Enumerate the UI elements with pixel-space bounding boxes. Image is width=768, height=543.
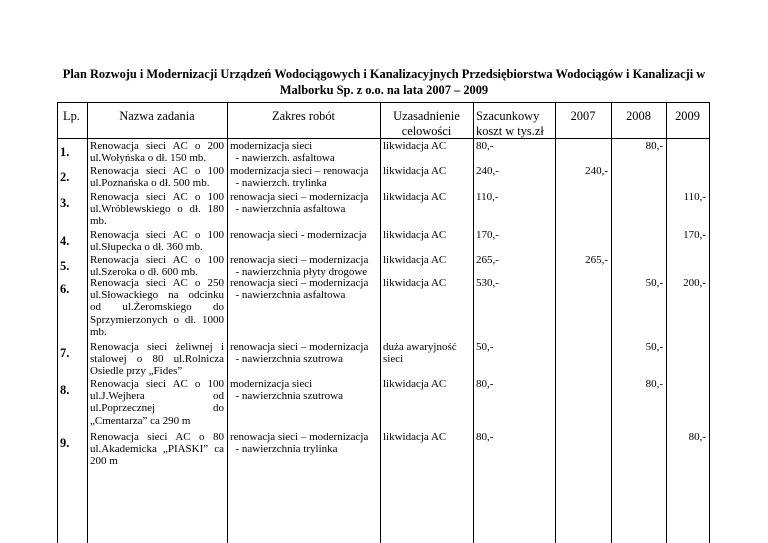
cost-value: 110,- (476, 191, 499, 203)
task-name-line: ul.Poprzecznej do (90, 402, 224, 415)
column-border (227, 102, 228, 543)
task-name-line: Renowacja sieci AC o 100 (90, 165, 224, 177)
justification-line: likwidacja AC (383, 165, 447, 177)
task-name-line: ul.Wróblewskiego o dł. 180 (90, 203, 224, 216)
scope-line: renowacja sieci – modernizacja (230, 431, 369, 443)
scope-line: modernizacja sieci (230, 140, 313, 152)
scope-line: - nawierzchnia płyty drogowe (230, 266, 368, 279)
task-name-line: Renowacja sieci AC o 100 (90, 254, 224, 266)
column-border (709, 102, 710, 543)
value-y2008: 50,- (645, 341, 663, 353)
column-border (611, 102, 612, 543)
column-border (57, 102, 58, 543)
row-number: 8. (60, 383, 70, 397)
header-lp: Lp. (63, 109, 80, 123)
column-border (473, 102, 474, 543)
row-number: 2. (60, 170, 70, 184)
task-name-line: Renowacja sieci AC o 250 (90, 277, 224, 289)
scope-line: modernizacja sieci (230, 378, 313, 390)
task-name-line: ul.Poznańska o dł. 500 mb. (90, 177, 210, 190)
task-name-line: mb. (90, 325, 107, 338)
scope-line: modernizacja sieci – renowacja (230, 165, 369, 177)
task-name-line: Renowacja sieci AC o 80 (90, 431, 224, 443)
value-y2008: 50,- (645, 277, 663, 289)
task-name-line: Sprzymierzonych o dł. 1000 (90, 313, 224, 326)
justification-line: duża awaryjność (383, 341, 457, 353)
task-name-line: ul.J.Wejhera od (90, 390, 224, 403)
task-name-line: ul.Słowackiego na odcinku (90, 289, 224, 302)
task-name-line: ul.Wołyńska o dł. 150 mb. (90, 152, 207, 165)
scope-line: - nawierzchnia asfaltowa (230, 289, 346, 302)
scope-line: - nawierzch. trylinka (230, 177, 327, 190)
cost-value: 80,- (476, 431, 494, 443)
task-name-line: ul.Szeroka o dł. 600 mb. (90, 266, 198, 279)
task-name-line: stalowej o 80 ul.Rolnicza (90, 353, 224, 366)
cost-value: 80,- (476, 378, 494, 390)
task-name-line: 200 m (90, 455, 118, 468)
value-y2007: 240,- (585, 165, 608, 177)
task-name-line: Renowacja sieci AC o 100 (90, 378, 224, 390)
task-name-line: Renowacja sieci żeliwnej i (90, 341, 224, 353)
task-name-line: ul.Słupecka o dł. 360 mb. (90, 241, 203, 254)
value-y2009: 170,- (683, 229, 706, 241)
row-border (57, 102, 709, 103)
value-y2008: 80,- (645, 140, 663, 152)
justification-line: likwidacja AC (383, 254, 447, 266)
scope-line: - nawierzchnia szutrowa (230, 353, 344, 366)
column-border (87, 102, 88, 543)
task-name-line: ul.Akademicka „PIASKI” ca (90, 443, 224, 456)
task-name-line: Osiedle przy „Fides” (90, 365, 183, 378)
cost-value: 530,- (476, 277, 499, 289)
scope-line: renowacja sieci – modernizacja (230, 277, 369, 289)
justification-line: likwidacja AC (383, 378, 447, 390)
header-name: Nazwa zadania (119, 109, 195, 123)
scope-line: renowacja sieci – modernizacja (230, 191, 369, 203)
justification-line: likwidacja AC (383, 191, 447, 203)
header-justification: celowości (401, 124, 452, 138)
justification-line: sieci (383, 353, 404, 366)
value-y2009: 200,- (683, 277, 706, 289)
scope-line: renowacja sieci – modernizacja (230, 254, 369, 266)
scope-line: renowacja sieci – modernizacja (230, 341, 369, 353)
task-name-line: od ul.Żeromskiego do (90, 301, 224, 314)
row-number: 3. (60, 196, 70, 210)
scope-line: renowacja sieci - modernizacja (230, 229, 367, 241)
cost-value: 50,- (476, 341, 494, 353)
scope-line: - nawierzchnia asfaltowa (230, 203, 346, 216)
column-border (555, 102, 556, 543)
header-estimate: Szacunkowy (476, 109, 540, 123)
task-name-line: Renowacja sieci AC o 100 (90, 191, 224, 203)
task-name-line: mb. (90, 215, 107, 228)
cost-value: 80,- (476, 140, 494, 152)
value-y2009: 80,- (688, 431, 706, 443)
cost-value: 240,- (476, 165, 499, 177)
header-y2009: 2009 (675, 109, 700, 123)
row-number: 4. (60, 234, 70, 248)
header-justification: Uzasadnienie (393, 109, 460, 123)
row-number: 7. (60, 346, 70, 360)
scope-line: - nawierzch. asfaltowa (230, 152, 335, 165)
task-name-line: „Cmentarza” ca 290 m (90, 414, 191, 427)
value-y2008: 80,- (645, 378, 663, 390)
row-number: 9. (60, 436, 70, 450)
header-y2007: 2007 (570, 109, 596, 123)
cost-value: 265,- (476, 254, 499, 266)
column-border (666, 102, 667, 543)
header-estimate: koszt w tys.zł (476, 124, 544, 138)
task-name-line: Renowacja sieci AC o 100 (90, 229, 224, 241)
row-number: 5. (60, 259, 70, 273)
justification-line: likwidacja AC (383, 277, 447, 289)
scope-line: - nawierzchnia trylinka (230, 443, 338, 456)
row-number: 1. (60, 145, 70, 159)
task-name-line: Renowacja sieci AC o 200 (90, 140, 224, 152)
value-y2009: 110,- (683, 191, 706, 203)
column-border (380, 102, 381, 543)
value-y2007: 265,- (585, 254, 608, 266)
header-y2008: 2008 (626, 109, 651, 123)
justification-line: likwidacja AC (383, 140, 447, 152)
scope-line: - nawierzchnia szutrowa (230, 390, 344, 403)
cost-value: 170,- (476, 229, 499, 241)
justification-line: likwidacja AC (383, 431, 447, 443)
justification-line: likwidacja AC (383, 229, 447, 241)
header-scope: Zakres robót (272, 109, 335, 123)
document-title: Plan Rozwoju i Modernizacji Urządzeń Wodociągowych i Kanalizacyjnych Przedsiębiorstwa Wodociągów i Kanalizacji w Malborku Sp. z o.o. na lata 2007 – 2009 (62, 67, 706, 97)
row-number: 6. (60, 282, 70, 296)
